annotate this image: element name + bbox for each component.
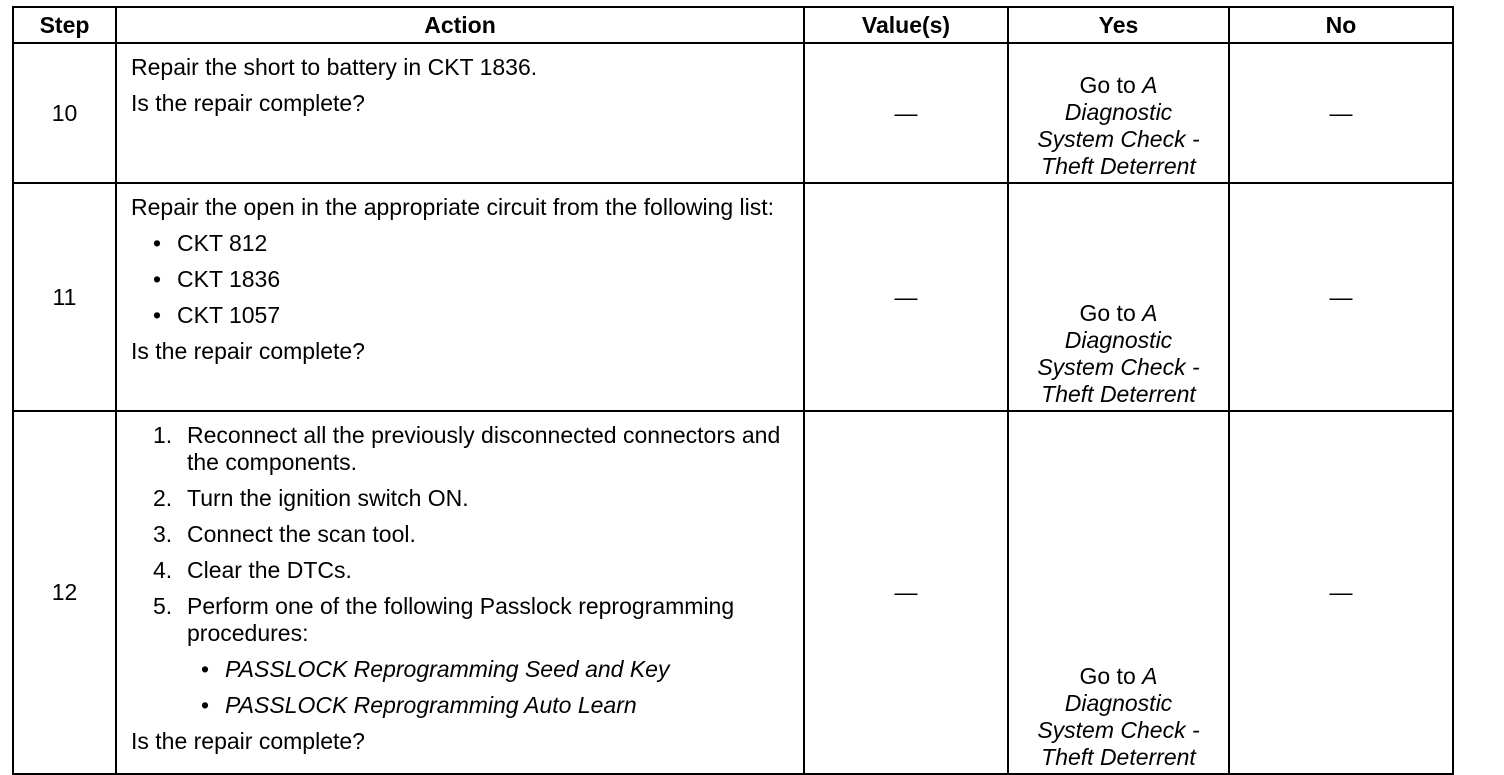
list-item: • CKT 1836 [131, 266, 793, 293]
header-action: Action [116, 7, 804, 43]
step-text: Connect the scan tool. [187, 521, 416, 547]
table-row [13, 411, 1453, 774]
yes-prefix: Go to [1079, 663, 1136, 689]
value-cell [804, 183, 1008, 411]
action-cell [116, 43, 804, 183]
table-row [13, 43, 1453, 183]
diagnostic-table [12, 6, 1454, 775]
yes-cell [1008, 411, 1229, 774]
yes-cell [1008, 43, 1229, 183]
yes-link-line2: Diagnostic [1064, 690, 1173, 716]
no-dash: — [1329, 99, 1353, 126]
yes-prefix: Go to [1079, 300, 1136, 326]
no-cell [1229, 183, 1453, 411]
list-item [131, 557, 793, 584]
step-index: 5. [153, 593, 173, 619]
step-text: Clear the DTCs. [187, 557, 352, 583]
step-number: 10 [13, 43, 116, 183]
action-text: Repair the open in the appropriate circuit from the following list: [131, 194, 775, 220]
header-step: Step [13, 7, 116, 43]
action-text: Repair the short to battery in CKT 1836. [131, 54, 538, 80]
reprogramming-procedures [187, 656, 793, 719]
yes-link-line3: System Check - [1037, 717, 1200, 743]
no-dash: — [1329, 579, 1353, 605]
header-row [13, 7, 1453, 43]
yes-cell [1008, 183, 1229, 411]
yes-link-a: A [1142, 72, 1158, 98]
action-question: Is the repair complete? [131, 728, 365, 754]
list-item: • CKT 812 [131, 230, 793, 257]
header-yes: Yes [1008, 7, 1229, 43]
no-dash: — [1329, 283, 1353, 310]
procedure-steps [131, 422, 793, 719]
list-item [131, 422, 793, 476]
header-no: No [1229, 7, 1453, 43]
no-cell [1229, 43, 1453, 183]
list-item: • CKT 1057 [131, 302, 793, 329]
yes-link-a: A [1142, 300, 1158, 326]
yes-link-line3: System Check - [1037, 126, 1200, 152]
yes-link-line4: Theft Deterrent [1041, 381, 1196, 407]
step-number: 12 [13, 411, 116, 774]
value-dash: — [894, 99, 918, 126]
yes-link[interactable] [1037, 72, 1199, 180]
yes-prefix: Go to [1079, 72, 1136, 98]
yes-link-line2: Diagnostic [1064, 99, 1173, 125]
header-value: Value(s) [804, 7, 1008, 43]
yes-link[interactable] [1037, 300, 1199, 408]
step-text: Perform one of the following Passlock reprogramming procedures: [187, 593, 735, 646]
value-dash: — [894, 283, 918, 310]
step-number: 11 [13, 183, 116, 411]
step-index: 4. [153, 557, 173, 583]
list-item [131, 593, 793, 719]
step-text: Turn the ignition switch ON. [187, 485, 469, 511]
yes-link-line4: Theft Deterrent [1041, 744, 1196, 770]
step-text: Reconnect all the previously disconnected connectors and the components. [187, 422, 781, 475]
list-item [131, 521, 793, 548]
table-row [13, 183, 1453, 411]
action-cell [116, 183, 804, 411]
procedure-link[interactable]: • PASSLOCK Reprogramming Seed and Key [187, 656, 793, 683]
step-index: 3. [153, 521, 173, 547]
no-cell [1229, 411, 1453, 774]
step-index: 1. [153, 422, 173, 448]
value-cell [804, 43, 1008, 183]
action-question: Is the repair complete? [131, 90, 365, 116]
action-cell [116, 411, 804, 774]
yes-link-line3: System Check - [1037, 354, 1200, 380]
list-item [131, 485, 793, 512]
circuit-list [131, 230, 793, 329]
step-index: 2. [153, 485, 173, 511]
yes-link-line2: Diagnostic [1064, 327, 1173, 353]
procedure-link[interactable]: • PASSLOCK Reprogramming Auto Learn [187, 692, 793, 719]
yes-link[interactable] [1037, 663, 1199, 771]
yes-link-line4: Theft Deterrent [1041, 153, 1196, 179]
action-question: Is the repair complete? [131, 338, 365, 364]
yes-link-a: A [1142, 663, 1158, 689]
value-dash: — [894, 579, 918, 605]
value-cell [804, 411, 1008, 774]
